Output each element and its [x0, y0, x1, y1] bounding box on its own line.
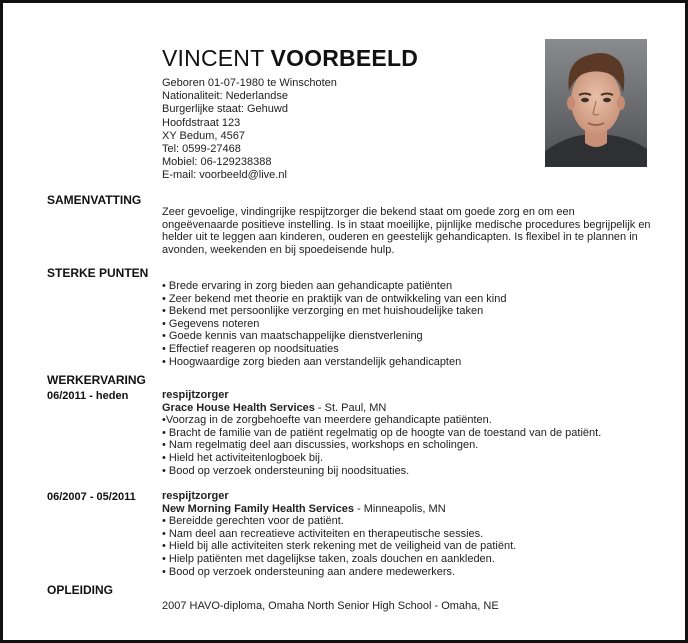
marital-status-line: Burgerlijke staat: Gehuwd	[162, 103, 288, 116]
strengths-heading: STERKE PUNTEN	[47, 266, 149, 280]
email-line: E-mail: voorbeeld@live.nl	[162, 169, 287, 182]
job-2-employer-name: New Morning Family Health Services	[162, 502, 354, 515]
job-2-dates: 06/2007 - 05/2011	[47, 491, 136, 503]
list-item: • Gegevens noteren	[162, 317, 260, 330]
list-item: • Brede ervaring in zorg bieden aan gehandicapte patiënten	[162, 280, 453, 292]
mobile-line: Mobiel: 06-129238388	[162, 156, 272, 169]
job-2-employer	[162, 503, 652, 516]
job-1-dates: 06/2011 - heden	[47, 390, 129, 402]
first-name: VINCENT	[162, 45, 264, 71]
job-2-title: respijtzorger	[162, 490, 229, 502]
job-1	[162, 389, 652, 477]
list-item: • Nam deel aan recreatieve activiteiten en therapeutische sessies.	[162, 527, 484, 540]
list-item: • Hield bij alle activiteiten sterk rekening met de veiligheid van de patiënt.	[162, 540, 517, 553]
list-item: • Hoogwaardige zorg bieden aan verstandelijk gehandicapten	[162, 355, 462, 368]
list-item: • Bekend met persoonlijke verzorging en met huishoudelijke taken	[162, 305, 484, 318]
job-1-employer-name: Grace House Health Services	[162, 401, 315, 414]
list-item: • Bood op verzoek ondersteuning aan andere medewerkers.	[162, 565, 456, 578]
contact-details	[162, 77, 337, 183]
job-1-employer	[162, 402, 652, 415]
list-item: • Bereidde gerechten voor de patiënt.	[162, 515, 344, 528]
job-1-location: - St. Paul, MN	[314, 401, 387, 414]
job-2-location: - Minneapolis, MN	[353, 502, 446, 515]
job-1-duties	[162, 414, 652, 477]
list-item: • Goede kennis van maatschappelijke dienstverlening	[162, 330, 423, 343]
summary-text: Zeer gevoelige, vindingrijke respijtzorger die bekend staat om goede zorg en om een ongeëvenaarde positieve instelling. Is in staat moeilijke, pijnlijke medische procedures begrijpelijk en helder uit te leggen aan kinderen, ouderen en geestelijk gehandicapten. Is flexibel in te plannen in avonden, weekenden en bij spoedeisende hulp.	[162, 206, 651, 256]
experience-heading: WERKERVARING	[47, 373, 146, 387]
list-item: •Voorzag in de zorgbehoefte van meerdere gehandicapte patiënten.	[162, 414, 492, 427]
job-2-duties	[162, 515, 652, 578]
job-1-title: respijtzorger	[162, 389, 229, 401]
list-item: • Hielp patiënten met dagelijkse taken, zoals douchen en aankleden.	[162, 552, 495, 565]
profile-photo	[545, 39, 647, 167]
strengths-list	[162, 280, 652, 368]
street-line: Hoofdstraat 123	[162, 116, 241, 129]
education-heading: OPLEIDING	[47, 583, 114, 597]
candidate-name	[162, 45, 418, 72]
city-line: XY Bedum, 4567	[162, 129, 245, 142]
nationality-line: Nationaliteit: Nederlandse	[162, 90, 288, 103]
education-text: 2007 HAVO-diploma, Omaha North Senior High School - Omaha, NE	[162, 600, 499, 612]
list-item: • Bood op verzoek ondersteuning bij noodsituaties.	[162, 464, 410, 477]
phone-line: Tel: 0599-27468	[162, 143, 241, 156]
list-item: • Zeer bekend met theorie en praktijk van de ontwikkeling van een kind	[162, 292, 507, 305]
last-name: VOORBEELD	[270, 45, 419, 71]
summary-heading: SAMENVATTING	[47, 193, 142, 207]
list-item: • Effectief reageren op noodsituaties	[162, 342, 339, 355]
list-item: • Bracht de familie van de patiënt regelmatig op de hoogte van de toestand van de patiënt.	[162, 426, 602, 439]
list-item: • Nam regelmatig deel aan discussies, workshops en scholingen.	[162, 439, 479, 452]
birth-line: Geboren 01-07-1980 te Winschoten	[162, 77, 337, 89]
list-item: • Hield het activiteitenlogboek bij.	[162, 451, 323, 464]
job-2	[162, 490, 652, 578]
